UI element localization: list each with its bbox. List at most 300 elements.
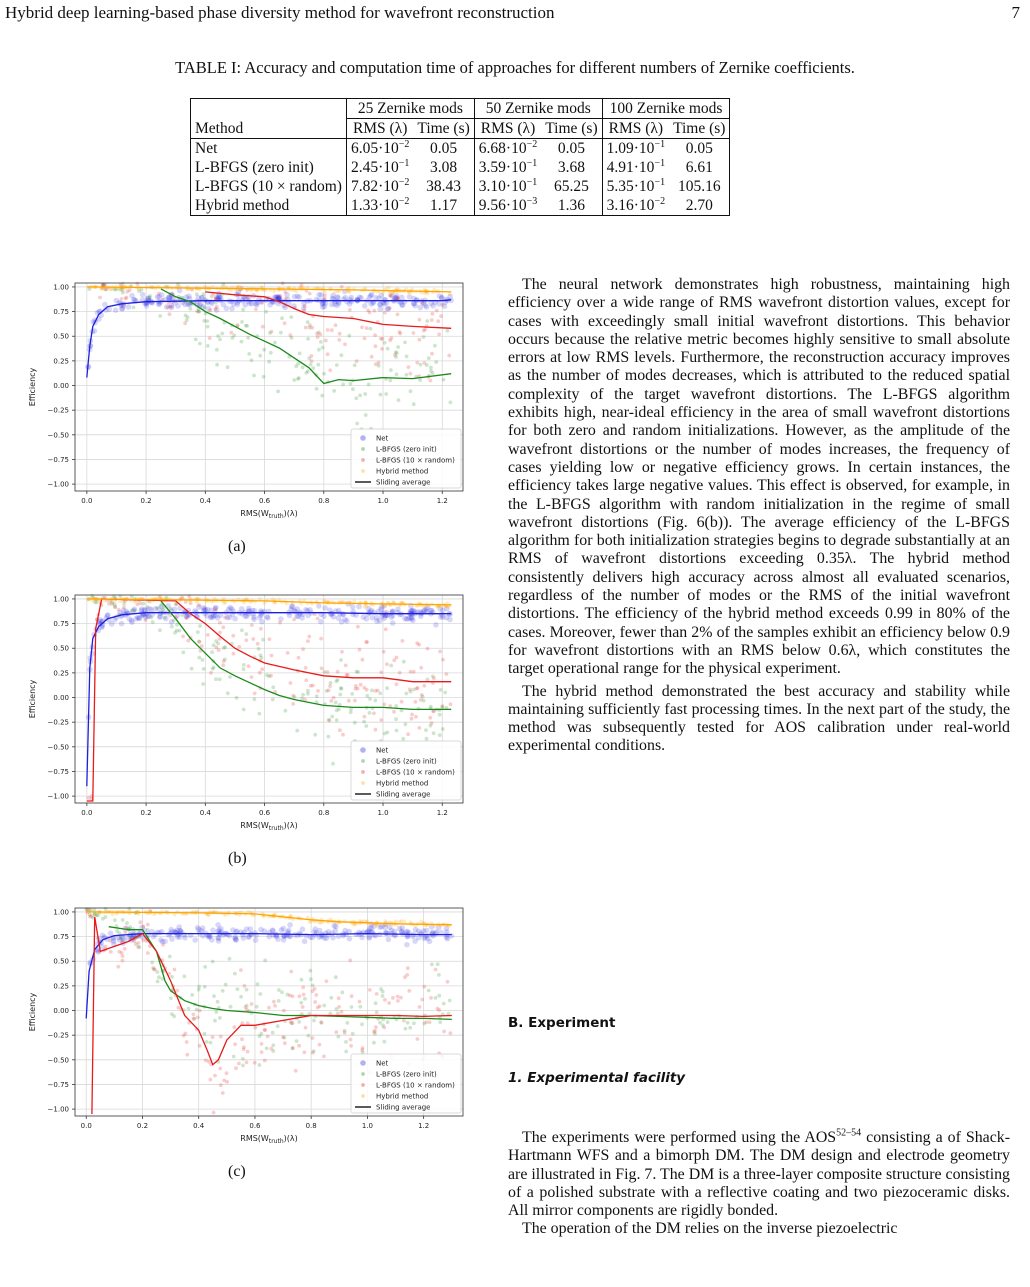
scatter-point [409, 372, 413, 376]
scatter-point [419, 698, 423, 702]
scatter-point [378, 1021, 382, 1025]
scatter-point [98, 296, 102, 300]
rms-mantissa: 4.91·10 [606, 159, 655, 176]
scatter-point [244, 632, 248, 636]
scatter-point [209, 1078, 213, 1082]
scatter-point [284, 709, 288, 713]
scatter-point [104, 907, 108, 911]
rms-cell [602, 158, 669, 177]
scatter-point [376, 689, 380, 693]
scatter-point [225, 1080, 229, 1084]
scatter-point [240, 1021, 244, 1025]
scatter-point [406, 1021, 410, 1025]
scatter-point [287, 922, 293, 928]
scatter-point [295, 1039, 299, 1043]
scatter-point [383, 998, 387, 1002]
rms-cell [346, 196, 413, 216]
y-tick-label: −1.00 [47, 1105, 69, 1114]
scatter-point [115, 929, 119, 933]
scatter-point [235, 696, 239, 700]
group-header: 100 Zernike mods [602, 99, 730, 119]
scatter-point [338, 332, 342, 336]
scatter-point [258, 992, 262, 996]
scatter-point [405, 692, 409, 696]
scatter-point [429, 996, 433, 1000]
x-tick-label: 1.2 [418, 1122, 430, 1130]
scatter-point [245, 1008, 249, 1012]
scatter-point [341, 733, 345, 737]
scatter-point [156, 980, 160, 984]
rms-header: RMS (λ) [608, 120, 664, 137]
scatter-point [418, 338, 422, 342]
scatter-point [340, 650, 344, 654]
rms-exponent: −2 [398, 195, 410, 207]
scatter-point [375, 992, 379, 996]
scatter-point [170, 625, 174, 629]
page-number: 7 [1011, 3, 1020, 22]
scatter-point [312, 926, 318, 932]
scatter-point [439, 612, 445, 618]
scatter-point [328, 368, 332, 372]
scatter-point [181, 651, 185, 655]
legend-label: Hybrid method [376, 1092, 429, 1101]
scatter-point [210, 650, 214, 654]
scatter-point [168, 312, 172, 316]
x-tick-label: 0.6 [249, 1122, 261, 1130]
scatter-point [332, 696, 336, 700]
section-heading: B. Experiment [508, 1015, 616, 1031]
scatter-point [429, 379, 433, 383]
rms-exponent: −2 [526, 138, 538, 150]
rms-cell [602, 177, 669, 196]
x-tick-label: 1.2 [436, 497, 448, 505]
scatter-point [311, 984, 315, 988]
scatter-point [246, 1021, 250, 1025]
scatter-point [214, 639, 218, 643]
legend-marker [361, 1072, 365, 1076]
scatter-point [250, 358, 254, 362]
scatter-point [289, 970, 293, 974]
scatter-point [286, 928, 292, 934]
scatter-point [363, 392, 367, 396]
y-tick-label: −0.50 [47, 1056, 69, 1065]
rms-cell [474, 158, 541, 177]
scatter-point [259, 1032, 263, 1036]
scatter-point [201, 682, 205, 686]
scatter-point [310, 354, 314, 358]
scatter-point [339, 658, 343, 662]
scatter-point [219, 1083, 223, 1087]
scatter-point [439, 688, 443, 692]
scatter-point [372, 1041, 376, 1045]
scatter-point [381, 291, 385, 295]
legend-label: Sliding average [376, 1103, 431, 1112]
scatter-point [246, 1050, 250, 1054]
y-tick-label: −0.75 [47, 455, 69, 464]
scatter-point [345, 673, 349, 677]
scatter-point [312, 1019, 316, 1023]
scatter-point [306, 337, 310, 341]
scatter-point [405, 373, 409, 377]
scatter-point [362, 720, 366, 724]
scatter-point [234, 1066, 238, 1070]
scatter-point [429, 369, 433, 373]
scatter-point [315, 694, 319, 698]
y-tick-label: 0.50 [53, 644, 69, 653]
scatter-point [364, 413, 368, 417]
scatter-point [260, 301, 264, 305]
scatter-point [340, 1010, 344, 1014]
scatter-point [272, 289, 276, 293]
scatter-point [260, 1042, 264, 1046]
legend-marker [361, 1083, 365, 1087]
scatter-point [253, 1061, 257, 1065]
body-text-lower [508, 1129, 1010, 1239]
scatter-point [289, 681, 293, 685]
scatter-point [322, 605, 328, 611]
scatter-point [430, 721, 434, 725]
table-row [191, 139, 730, 159]
scatter-point [221, 989, 225, 993]
scatter-point [210, 294, 214, 298]
scatter-point [222, 659, 226, 663]
running-title: Hybrid deep learning-based phase diversity method for wavefront reconstruction [5, 3, 555, 22]
scatter-point [365, 688, 369, 692]
x-tick-label: 1.0 [377, 809, 389, 817]
x-tick-label: 0.2 [136, 1122, 149, 1130]
scatter-point [337, 707, 341, 711]
scatter-point [406, 732, 410, 736]
scatter-point [360, 325, 364, 329]
scatter-point [328, 1012, 332, 1016]
y-tick-label: 0.75 [53, 620, 69, 629]
scatter-point [278, 294, 282, 298]
scatter-point [314, 993, 318, 997]
x-axis-label: $RMS(W_{truth})(\lambda)$ [240, 821, 298, 832]
group-header: 50 Zernike mods [474, 99, 602, 119]
scatter-point [429, 705, 433, 709]
scatter-point [214, 677, 218, 681]
scatter-point [139, 602, 143, 606]
scatter-point [125, 290, 129, 294]
scatter-point [139, 920, 143, 924]
scatter-point [417, 726, 421, 730]
scatter-point [296, 377, 300, 381]
method-cell: L-BFGS (10 × random) [191, 177, 347, 196]
method-cell: Hybrid method [191, 196, 347, 216]
scatter-point [263, 1028, 267, 1032]
scatter-point [233, 1042, 237, 1046]
scatter-point [272, 1000, 276, 1004]
scatter-point [382, 650, 386, 654]
scatter-point [173, 968, 177, 972]
scatter-point [389, 368, 393, 372]
scatter-point [111, 913, 115, 917]
scatter-point [175, 989, 179, 993]
rms-mantissa: 1.09·10 [606, 140, 655, 157]
scatter-point [379, 987, 383, 991]
scatter-point [432, 676, 436, 680]
rms-header: RMS (λ) [480, 120, 536, 137]
scatter-point [442, 1030, 446, 1034]
y-tick-label: −0.25 [47, 1031, 69, 1040]
scatter-point [185, 1040, 189, 1044]
scatter-point [370, 615, 376, 621]
y-tick-label: −1.00 [47, 480, 69, 489]
scatter-point [398, 330, 402, 334]
legend-marker [361, 458, 365, 462]
scatter-point [256, 982, 260, 986]
scatter-point [354, 396, 358, 400]
scatter-point [424, 728, 428, 732]
rms-mantissa: 6.05·10 [350, 140, 399, 157]
scatter-point [265, 615, 271, 621]
scatter-point [384, 919, 388, 923]
y-tick-label: 0.00 [53, 1007, 69, 1016]
scatter-point [430, 610, 436, 616]
scatter-point [259, 627, 263, 631]
scatter-point [254, 307, 258, 311]
scatter-point [231, 336, 235, 340]
scatter-point [402, 1019, 406, 1023]
scatter-point [109, 950, 113, 954]
scatter-point [217, 648, 221, 652]
scatter-point [195, 309, 199, 313]
scatter-point [420, 302, 424, 306]
scatter-point [123, 947, 127, 951]
scatter-point [404, 722, 408, 726]
y-axis-label: Efficiency [28, 992, 37, 1032]
scatter-point [158, 628, 162, 632]
scatter-point [146, 951, 150, 955]
scatter-point [358, 394, 362, 398]
x-tick-label: 0.0 [81, 809, 93, 817]
legend-marker [361, 447, 365, 451]
scatter-point [190, 667, 194, 671]
x-tick-label: 0.6 [258, 809, 271, 817]
legend-label: Net [376, 434, 389, 443]
scatter-point [170, 975, 174, 979]
scatter-point [351, 387, 355, 391]
scatter-point [255, 1005, 259, 1009]
scatter-point [250, 1002, 254, 1006]
scatter-point [409, 389, 413, 393]
scatter-point [384, 627, 388, 631]
scatter-point [340, 285, 344, 289]
scatter-point [126, 304, 132, 310]
scatter-point [269, 351, 273, 355]
scatter-point [262, 348, 266, 352]
scatter-point [334, 701, 338, 705]
rms-mantissa: 3.10·10 [478, 178, 527, 195]
scatter-point [354, 687, 358, 691]
scatter-point [208, 336, 212, 340]
scatter-point [430, 318, 434, 322]
scatter-point [407, 365, 411, 369]
scatter-point [363, 337, 367, 341]
scatter-point [241, 1057, 245, 1061]
scatter-point [382, 703, 386, 707]
scatter-point [244, 638, 248, 642]
scatter-point [270, 330, 274, 334]
scatter-point [218, 1067, 222, 1071]
scatter-point [197, 656, 201, 660]
scatter-point [268, 637, 272, 641]
scatter-point [261, 638, 265, 642]
scatter-point [224, 983, 228, 987]
scatter-point [302, 993, 306, 997]
scatter-point [446, 329, 450, 333]
scatter-point [181, 635, 185, 639]
scatter-point [225, 1071, 229, 1075]
scatter-point [448, 999, 452, 1003]
rms-header: RMS (λ) [352, 120, 408, 137]
scatter-point [288, 994, 292, 998]
legend-label: L-BFGS (10 × random) [376, 1081, 455, 1090]
scatter-point [240, 628, 244, 632]
scatter-point [405, 355, 409, 359]
scatter-point [370, 355, 374, 359]
scatter-point [419, 666, 423, 670]
scatter-point [186, 293, 192, 299]
scatter-point [330, 328, 334, 332]
scatter-point [422, 608, 428, 614]
scatter-point [318, 1004, 322, 1008]
scatter-point [306, 639, 310, 643]
scatter-point [297, 656, 301, 660]
y-tick-label: 1.00 [53, 908, 69, 917]
rms-exponent: −3 [526, 195, 538, 207]
scatter-point [208, 615, 214, 621]
scatter-point [213, 607, 217, 611]
scatter-point [429, 366, 433, 370]
scatter-point [226, 365, 230, 369]
scatter-point [213, 1019, 217, 1023]
scatter-point [311, 684, 315, 688]
scatter-point [301, 693, 305, 697]
scatter-point [247, 352, 251, 356]
scatter-point [416, 928, 422, 934]
scatter-point [267, 1006, 271, 1010]
scatter-point [362, 303, 368, 309]
legend-label: Hybrid method [376, 467, 429, 476]
scatter-point [414, 700, 418, 704]
scatter-point [177, 935, 183, 941]
legend-label: Hybrid method [376, 779, 429, 788]
x-tick-label: 0.0 [81, 497, 93, 505]
group-header: 25 Zernike mods [346, 99, 474, 119]
rms-exponent: −2 [398, 176, 410, 188]
y-tick-label: −0.50 [47, 743, 69, 752]
time-header: Time (s) [541, 119, 602, 139]
scatter-point [150, 961, 154, 965]
time-header: Time (s) [413, 119, 474, 139]
scatter-point [141, 939, 145, 943]
x-tick-label: 0.4 [199, 497, 211, 505]
scatter-point [218, 621, 222, 625]
scatter-point [381, 616, 387, 622]
scatter-point [101, 917, 105, 921]
scatter-point [400, 700, 404, 704]
scatter-point [399, 996, 403, 1000]
scatter-point [329, 996, 333, 1000]
scatter-point [392, 710, 396, 714]
scatter-point [240, 340, 244, 344]
scatter-point [240, 320, 244, 324]
scatter-point [399, 929, 405, 935]
scatter-point [258, 671, 262, 675]
scatter-point [311, 1036, 315, 1040]
scatter-point [198, 624, 202, 628]
scatter-point [434, 996, 438, 1000]
scatter-point [374, 1025, 378, 1029]
scatter-point [441, 727, 445, 731]
scatter-point [355, 422, 359, 426]
y-tick-label: −0.25 [47, 718, 69, 727]
scatter-point [390, 620, 396, 626]
scatter-point [153, 968, 157, 972]
scatter-point [337, 996, 341, 1000]
scatter-point [441, 704, 445, 708]
scatter-point [344, 1050, 348, 1054]
scatter-point [303, 304, 307, 308]
scatter-point [319, 1020, 323, 1024]
scatter-point [396, 345, 400, 349]
scatter-point [319, 637, 323, 641]
scatter-point [243, 984, 247, 988]
scatter-point [216, 1000, 220, 1004]
scatter-point [347, 699, 351, 703]
scatter-point [386, 347, 390, 351]
scatter-point [379, 718, 383, 722]
scatter-point [206, 325, 210, 329]
scatter-point [117, 950, 121, 954]
legend-marker [361, 759, 365, 763]
scatter-point [381, 994, 385, 998]
scatter-point [428, 716, 432, 720]
rms-mantissa: 2.45·10 [350, 159, 399, 176]
scatter-point [320, 394, 324, 398]
table-row [191, 196, 730, 216]
scatter-point [289, 333, 293, 337]
scatter-point [109, 288, 113, 292]
rms-mantissa: 6.68·10 [478, 140, 527, 157]
scatter-point [215, 348, 219, 352]
scatter-point [248, 926, 254, 932]
scatter-point [297, 1044, 301, 1048]
facility-text: The experiments were performed using the AOS [522, 1129, 837, 1146]
scatter-point [358, 1000, 362, 1004]
scatter-point [206, 633, 210, 637]
scatter-point [333, 290, 337, 294]
scatter-point [337, 1005, 341, 1009]
scatter-point [195, 292, 199, 296]
y-axis-label: Efficiency [28, 367, 37, 407]
scatter-point [368, 697, 372, 701]
scatter-point [395, 610, 401, 616]
scatter-point [361, 658, 365, 662]
scatter-point [367, 383, 371, 387]
scatter-point [446, 980, 450, 984]
x-tick-label: 0.4 [199, 809, 211, 817]
y-tick-label: 0.50 [53, 957, 69, 966]
scatter-point [449, 401, 453, 405]
scatter-point [316, 363, 320, 367]
legend-label: Net [376, 746, 389, 755]
scatter-point [422, 329, 426, 333]
scatter-point [426, 647, 430, 651]
scatter-point [395, 682, 399, 686]
